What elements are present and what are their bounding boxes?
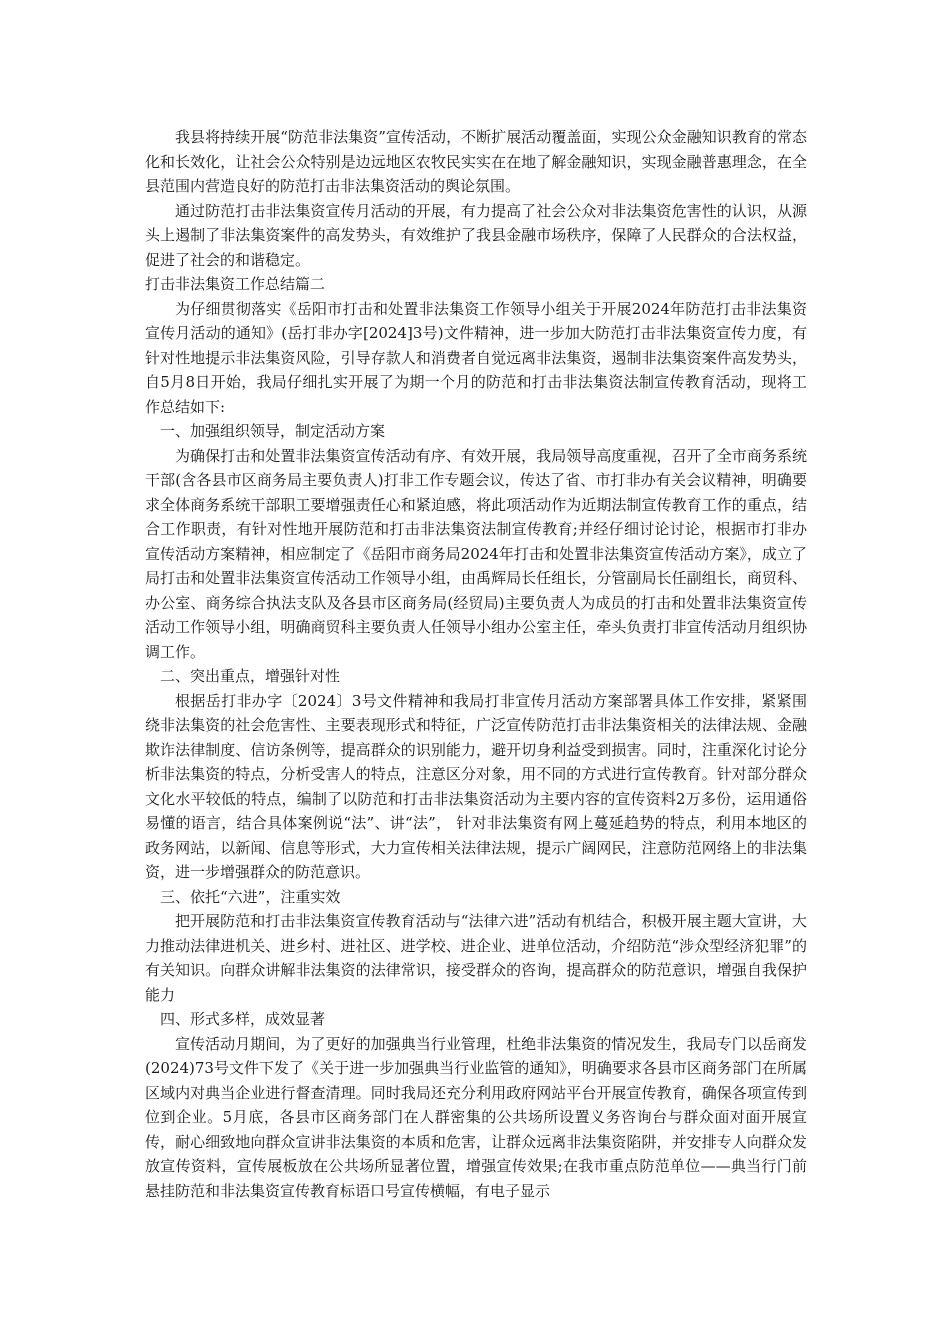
paragraph-publicity-plan: 我县将持续开展“防范非法集资”宣传活动，不断扩展活动覆盖面，实现公众金融知识教育的常态化和长效化，让社会公众特别是边远地区农牧民实实在在地了解金融知识，实现金融普惠理念，在全县范围内营造良好的防范打击非法集资活动的舆论氛围。: [145, 128, 807, 195]
paragraph-organization: 为确保打击和处置非法集资宣传活动有序、有效开展，我局领导高度重视，召开了全市商务系统干部(含各县市区商务局主要负责人)打非工作专题会议，传达了省、市打非办有关会议精神，明确要求全体商务系统干部职工要增强责任心和紧迫感，将此项活动作为近期法制宣传教育工作的重点，结合工作职责，有针对性地开展防范和打击非法集资法制宣传教育;并经仔细讨论讨论，根据市打非办宣传活动方案精神，相应制定了《岳阳市商务局2024年打击和处置非法集资宣传活动方案》，成立了局打击和处置非法集资宣传活动工作领导小组，由禹辉局长任组长，分管副局长任副组长，商贸科、办公室、商务综合执法支队及各县市区商务局(经贸局)主要负责人为成员的打击和处置非法集资宣传活动工作领导小组，明确商贸科主要负责人任领导小组办公室主任，牵头负责打非宣传活动月组织协调工作。: [145, 446, 807, 661]
section-title: 打击非法集资工作总结篇二: [145, 275, 326, 293]
heading-focus: 二、突出重点，增强针对性: [160, 667, 341, 685]
document-page: [145, 125, 807, 1203]
heading-organization: 一、加强组织领导，制定活动方案: [160, 422, 386, 440]
heading-diverse-forms: 四、形式多样，成效显著: [160, 1010, 326, 1028]
paragraph-publicity-result: 通过防范打击非法集资宣传月活动的开展，有力提高了社会公众对非法集资危害性的认识，从源头上遏制了非法集资案件的高发势头，有效维护了我县金融市场秩序，保障了人民群众的合法权益，促进了社会的和谐稳定。: [145, 201, 807, 269]
paragraph-diverse-forms: 宣传活动月期间，为了更好的加强典当行业管理，杜绝非法集资的情况发生，我局专门以岳商发(2024)73号文件下发了《关于进一步加强典当行业监管的通知》，明确要求各县市区商务部门在所属区域内对典当企业进行督查清理。同时我局还充分利用政府网站平台开展宣传教育，确保各项宣传到位到企业。5月底，各县市区商务部门在人群密集的公共场所设置义务咨询台与群众面对面开展宣传，耐心细致地向群众宣讲非法集资的本质和危害，让群众远离非法集资陷阱，并安排专人向群众发放宣传资料，宣传展板放在公共场所显著位置，增强宣传效果;在我市重点防范单位——典当行门前悬挂防范和非法集资宣传教育标语口号宣传横幅，有电子显示: [145, 1034, 807, 1200]
paragraph-six-entries: 把开展防范和打击非法集资宣传教育活动与“法律六进”活动有机结合，积极开展主题大宣讲，大力推动法律进机关、进乡村、进社区、进学校、进企业、进单位活动，介绍防范“涉众型经济犯罪”的有关知识。向群众讲解非法集资的法律常识，接受群众的咨询，提高群众的防范意识，增强自我保护能力: [145, 912, 807, 1004]
paragraph-introduction: 为仔细贯彻落实《岳阳市打击和处置非法集资工作领导小组关于开展2024年防范打击非法集资宣传月活动的通知》(岳打非办字[2024]3号)文件精神，进一步加大防范打击非法集资宣传力度，有针对性地提示非法集资风险，引导存款人和消费者自觉远离非法集资，遏制非法集资案件高发势头，自5月8日开始，我局仔细扎实开展了为期一个月的防范和打击非法集资法制宣传教育活动，现将工作总结如下:: [145, 299, 807, 416]
heading-six-entries: 三、依托“六进”，注重实效: [160, 887, 341, 906]
paragraph-focus: 根据岳打非办字〔2024〕3号文件精神和我局打非宣传月活动方案部署具体工作安排，紧紧围绕非法集资的社会危害性、主要表现形式和特征，广泛宣传防范打击非法集资相关的法律法规、金融欺诈法律制度、信访条例等，提高群众的识别能力，避开切身利益受到损害。同时，注重深化讨论分析非法集资的特点，分析受害人的特点，注意区分对象，用不同的方式进行宣传教育。针对部分群众文化水平较低的特点，编制了以防范和打击非法集资活动为主要内容的宣传资料2万多份，运用通俗易懂的语言，结合具体案例说“法”、讲“法”， 针对非法集资有网上蔓延趋势的特点，利用本地区的政务网站，以新闻、信息等形式，大力宣传相关法律法规，提示广阔网民，注意防范网络上的非法集资，进一步增强群众的防范意识。: [145, 691, 807, 881]
